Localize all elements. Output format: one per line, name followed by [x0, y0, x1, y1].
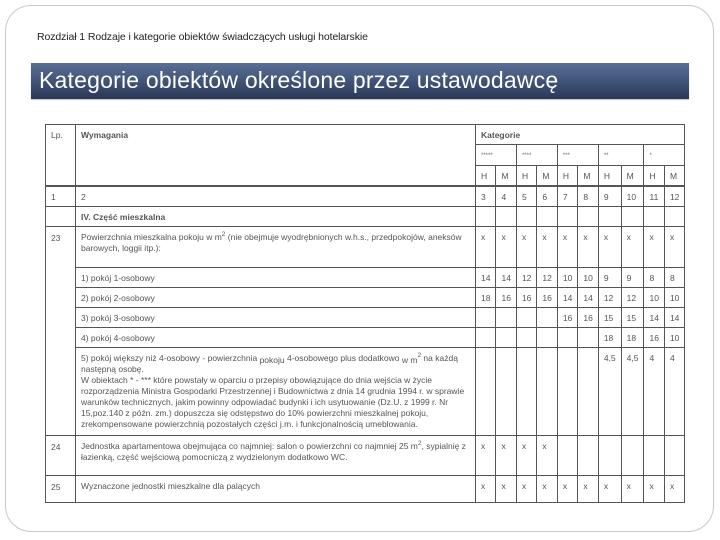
col-number: 4 [496, 186, 516, 207]
row-text-part: 4-osobowego plus dodatkowo [284, 353, 402, 363]
table-row [46, 268, 685, 288]
value-cell: x [516, 476, 536, 503]
value-cell: 10 [644, 288, 664, 308]
value-cell: x [537, 436, 557, 476]
stars-5: ***** [476, 145, 517, 166]
value-cell: x [557, 227, 577, 268]
value-cell [557, 328, 577, 348]
col-number: 11 [644, 186, 664, 207]
value-cell: x [578, 476, 598, 503]
value-cell: 16 [644, 328, 664, 348]
value-cell [516, 328, 536, 348]
superscript: 2 [221, 231, 226, 239]
value-cell: 16 [496, 288, 516, 308]
value-cell [598, 436, 621, 476]
hm-cell: H [644, 166, 664, 187]
chapter-heading: Rozdział 1 Rodzaje i kategorie obiektów świadczących usługi hotelarskie [37, 31, 368, 43]
value-cell [537, 348, 557, 436]
row-text [76, 227, 476, 268]
value-cell: 8 [664, 268, 684, 288]
value-cell: 14 [496, 268, 516, 288]
hm-cell: H [476, 166, 496, 187]
row-lp: 23 [46, 227, 76, 436]
title-bar [31, 63, 689, 99]
value-cell: x [537, 476, 557, 503]
header-lp: Lp. [46, 125, 76, 187]
row-lp: 24 [46, 436, 76, 476]
row-text: 4) pokój 4-osobowy [76, 328, 476, 348]
value-cell: x [644, 227, 664, 268]
hm-cell: M [578, 166, 598, 187]
value-cell: 10 [557, 268, 577, 288]
value-cell: 14 [664, 308, 684, 328]
value-cell [537, 308, 557, 328]
value-cell: x [664, 227, 684, 268]
stars-4: **** [516, 145, 557, 166]
value-cell: 9 [598, 268, 621, 288]
table-row [46, 227, 685, 268]
col-number: 6 [537, 186, 557, 207]
row-text-part: (nie obejmuje wyodrębnionych w.h.s., przedpokojów, aneksów barowych, loggii itp.): [81, 232, 462, 253]
value-cell: 14 [557, 288, 577, 308]
value-cell: x [476, 476, 496, 503]
hm-cell: H [557, 166, 577, 187]
col-number: 8 [578, 186, 598, 207]
col-number: 12 [664, 186, 684, 207]
value-cell: x [644, 476, 664, 503]
value-cell: 12 [537, 268, 557, 288]
row-text [76, 436, 476, 476]
table-row [46, 308, 685, 328]
table-row [46, 328, 685, 348]
row-text [76, 348, 476, 436]
section-lp [46, 207, 76, 227]
stars-2: ** [598, 145, 644, 166]
table-row [46, 476, 685, 503]
value-cell [496, 348, 516, 436]
value-cell: x [496, 476, 516, 503]
value-cell [496, 328, 516, 348]
row-text-part: , sypialnię z łazienką, część wejściową pomocniczą z wydzielonym dodatkowo WC. [81, 441, 466, 462]
requirements-table [45, 124, 685, 503]
header-requirements-label: Wymagania [81, 130, 129, 140]
value-cell [578, 328, 598, 348]
value-cell: 16 [516, 288, 536, 308]
value-cell: 10 [664, 328, 684, 348]
hm-cell: M [664, 166, 684, 187]
row-text-part: w m [401, 355, 418, 365]
col-number: 2 [76, 186, 476, 207]
hm-cell: M [621, 166, 644, 187]
value-cell [516, 348, 536, 436]
value-cell: x [621, 476, 644, 503]
row-note: W obiektach * - *** które powstały w oparciu o przepisy obowiązujące do dnia wejścia w życie rozporządzenia Ministra Gospodarki Przestrzennej i Budownictwa z dnia 14 grudnia 1994 r. w sprawie warunków technicznych, jakim powinny odpowiadać budynki i ich usytuowanie (Dz.U. z 1999 r. Nr 15,poz.140 z późn. zm.) dopuszcza się odstępstwo do 10% powierzchni mieszkalnej pokoju, zrekompensowane powierzchnią pozostałych części j.m. i funkcjonalnością umeblowania. [81, 375, 465, 429]
hm-cell: H [598, 166, 621, 187]
value-cell [557, 436, 577, 476]
value-cell [557, 348, 577, 436]
value-cell: x [598, 227, 621, 268]
value-cell: 4 [644, 348, 664, 436]
table-row [46, 348, 685, 436]
value-cell: 14 [644, 308, 664, 328]
col-number: 9 [598, 186, 621, 207]
value-cell: 15 [598, 308, 621, 328]
col-number: 1 [46, 186, 76, 207]
col-number: 7 [557, 186, 577, 207]
row-text-part: pokoju [259, 355, 285, 365]
value-cell [537, 328, 557, 348]
value-cell: 10 [664, 288, 684, 308]
row-text: Wyznaczone jednostki mieszkalne dla palących [76, 476, 476, 503]
value-cell [476, 348, 496, 436]
value-cell: 18 [598, 328, 621, 348]
superscript: 2 [417, 440, 422, 448]
hm-cell: M [537, 166, 557, 187]
value-cell: 12 [516, 268, 536, 288]
value-cell [516, 308, 536, 328]
slide-title: Kategorie obiektów określone przez ustawodawcę [39, 67, 559, 93]
row-text: 1) pokój 1-osobowy [76, 268, 476, 288]
col-number: 5 [516, 186, 536, 207]
row-text-part: 5) pokój większy niż 4-osobowy - powierzchnia [81, 353, 260, 363]
value-cell [578, 436, 598, 476]
value-cell: 10 [578, 268, 598, 288]
value-cell: 14 [578, 288, 598, 308]
header-requirements [76, 125, 476, 187]
value-cell: x [578, 227, 598, 268]
value-cell: 18 [476, 288, 496, 308]
value-cell: 4 [664, 348, 684, 436]
value-cell: x [496, 436, 516, 476]
row-lp: 25 [46, 476, 76, 503]
stars-3: *** [557, 145, 598, 166]
value-cell: 14 [476, 268, 496, 288]
value-cell: 12 [598, 288, 621, 308]
value-cell: 4,5 [621, 348, 644, 436]
table-row [46, 288, 685, 308]
value-cell: x [537, 227, 557, 268]
row-text-part: Jednostka apartamentowa obejmująca co najmniej: salon o powierzchni co najmniej 25 m [81, 441, 418, 451]
col-number: 10 [621, 186, 644, 207]
value-cell [644, 436, 664, 476]
value-cell [621, 436, 644, 476]
value-cell: 9 [621, 268, 644, 288]
value-cell [578, 348, 598, 436]
section-row [46, 207, 685, 227]
hm-cell: M [496, 166, 516, 187]
row-text-part: na każdą następną osobę. [81, 353, 458, 374]
value-cell [664, 436, 684, 476]
value-cell: x [598, 476, 621, 503]
value-cell: x [621, 227, 644, 268]
section-title: IV. Część mieszkalna [76, 207, 476, 227]
value-cell: 12 [621, 288, 644, 308]
value-cell: 8 [644, 268, 664, 288]
value-cell: x [516, 227, 536, 268]
superscript: 2 [417, 352, 422, 360]
value-cell: x [557, 476, 577, 503]
value-cell: x [476, 436, 496, 476]
stars-1: * [644, 145, 685, 166]
row-text-part: Powierzchnia mieszkalna pokoju w m [81, 232, 222, 242]
table-row [46, 436, 685, 476]
value-cell [496, 308, 516, 328]
value-cell: 16 [557, 308, 577, 328]
row-text: 3) pokój 3-osobowy [76, 308, 476, 328]
header-categories: Kategorie [476, 125, 685, 145]
column-number-row [46, 186, 685, 207]
header-row-categories [46, 125, 685, 145]
row-text: 2) pokój 2-osobowy [76, 288, 476, 308]
value-cell: 16 [578, 308, 598, 328]
value-cell: 18 [621, 328, 644, 348]
value-cell: x [516, 436, 536, 476]
col-number: 3 [476, 186, 496, 207]
value-cell: x [476, 227, 496, 268]
value-cell: x [496, 227, 516, 268]
value-cell: 4,5 [598, 348, 621, 436]
value-cell: 15 [621, 308, 644, 328]
hm-cell: H [516, 166, 536, 187]
value-cell [476, 328, 496, 348]
value-cell: x [664, 476, 684, 503]
value-cell [476, 308, 496, 328]
value-cell: 16 [537, 288, 557, 308]
